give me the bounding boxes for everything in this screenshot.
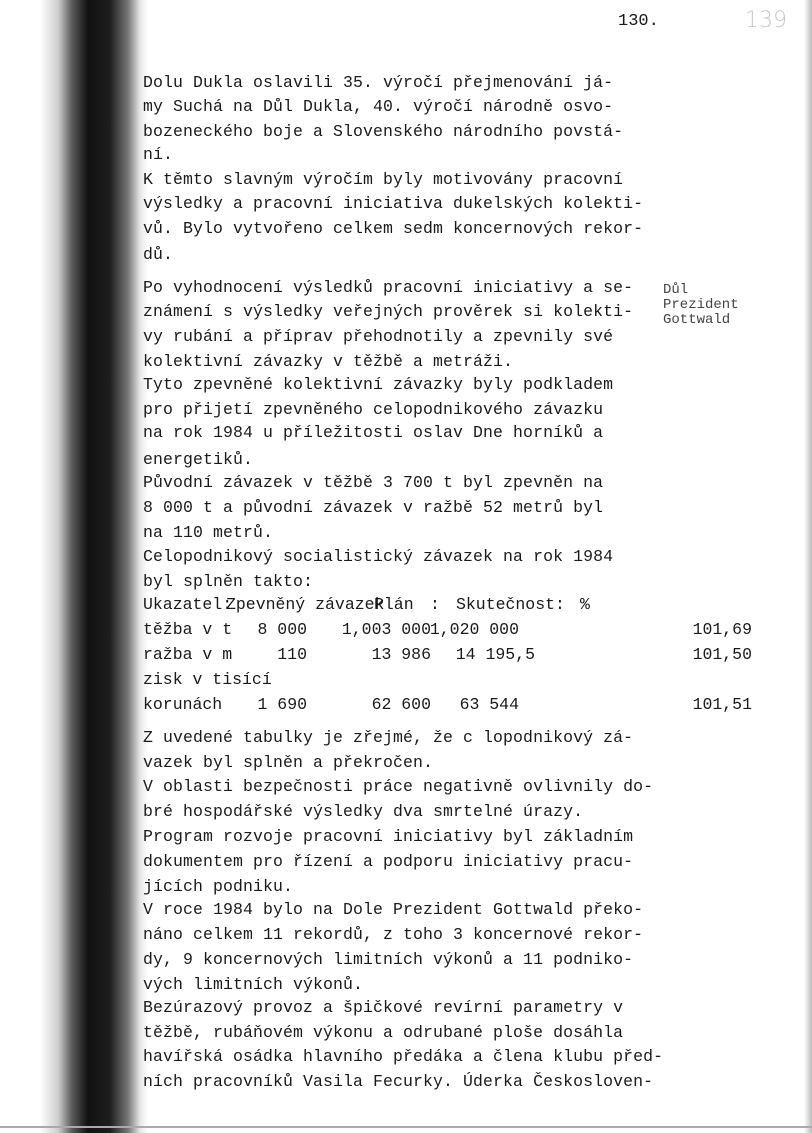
text-line: ní.: [143, 145, 174, 164]
row-percent: 101,50: [692, 645, 752, 664]
text-line: energetiků.: [143, 450, 254, 469]
scan-bottom-edge: [0, 1126, 812, 1128]
row-label: ražba v m: [143, 645, 233, 664]
scan-edge-shadow: [804, 0, 812, 1133]
text-line: vazek byl splněn a překročen.: [143, 753, 434, 772]
row-actual: 1,020 000: [429, 620, 519, 639]
row-commitment: 8 000: [257, 620, 307, 639]
text-line: Bezúrazový provoz a špičkové revírní parametry v: [143, 998, 624, 1017]
text-line: Po vyhodnocení výsledků pracovní iniciativy a se-: [143, 278, 634, 297]
text-line: bozeneckého boje a Slovenského národního povstá-: [143, 122, 624, 141]
header-plan: Plán: [374, 595, 414, 614]
row-plan: 1,003 000: [341, 620, 431, 639]
text-line: jících podniku.: [143, 877, 294, 896]
text-line: náno celkem 11 rekordů, z toho 3 koncernové rekor-: [143, 925, 644, 944]
header-separator: :: [430, 595, 440, 614]
text-line: na 110 metrů.: [143, 523, 274, 542]
text-line: bré hospodářské výsledky dva smrtelné úrazy.: [143, 802, 584, 821]
text-line: ních pracovníků Vasila Fecurky. Úderka Českosloven-: [143, 1072, 654, 1091]
text-line: pro přijetí zpevněného celopodnikového závazku: [143, 400, 604, 419]
row-percent: 101,69: [692, 620, 752, 639]
row-label: těžba v t: [143, 620, 233, 639]
text-line: byl splněn takto:: [143, 572, 314, 591]
margin-note-line: Prezident: [663, 297, 739, 313]
text-line: Dolu Dukla oslavili 35. výročí přejmenování já-: [143, 73, 614, 92]
text-line: na rok 1984 u příležitosti oslav Dne horníků a: [143, 423, 604, 442]
text-line: V roce 1984 bylo na Dole Prezident Gottwald překo-: [143, 900, 644, 919]
row-commitment: 110: [277, 645, 307, 664]
text-line: Původní závazek v těžbě 3 700 t byl zpevněn na: [143, 473, 604, 492]
text-line: Z uvedené tabulky je zřejmé, že c lopodnikový zá-: [143, 728, 634, 747]
margin-note-line: Důl: [663, 282, 689, 298]
margin-note: [663, 283, 739, 328]
page-number: 130.: [618, 12, 659, 31]
text-line: dů.: [143, 245, 174, 264]
text-line: K těmto slavným výročím byly motivovány pracovní: [143, 170, 624, 189]
row-percent: 101,51: [692, 695, 752, 714]
text-line: dy, 9 koncernových limitních výkonů a 11 podniko-: [143, 950, 634, 969]
row-label: zisk v tisící: [143, 670, 272, 689]
margin-note-line: Gottwald: [663, 312, 731, 328]
text-line: vy rubání a příprav přehodnotily a zpevnily své: [143, 327, 614, 346]
text-line: Celopodnikový socialistický závazek na rok 1984: [143, 547, 614, 566]
handwritten-page-number: 139: [745, 8, 787, 33]
text-line: těžbě, rubáňovém výkonu a odrubané ploše dosáhla: [143, 1023, 624, 1042]
text-line: 8 000 t a původní závazek v ražbě 52 metrů byl: [143, 498, 604, 517]
header-commitment: Zpevněný závazek: [226, 595, 385, 614]
row-actual: 14 195,5: [455, 645, 535, 664]
text-line: výsledky a pracovní iniciativa dukelských kolekti-: [143, 194, 644, 213]
scan-binding-shadow: [0, 0, 150, 1133]
row-plan: 13 986: [371, 645, 431, 664]
header-percent: %: [580, 595, 590, 614]
text-line: Tyto zpevněné kolektivní závazky byly podkladem: [143, 375, 614, 394]
row-plan: 62 600: [371, 695, 431, 714]
text-line: my Suchá na Důl Dukla, 40. výročí národně osvo-: [143, 97, 614, 116]
row-actual: 63 544: [459, 695, 519, 714]
header-actual: Skutečnost:: [456, 595, 565, 614]
text-line: V oblasti bezpečnosti práce negativně ovlivnily do-: [143, 777, 654, 796]
row-label: korunách: [143, 695, 223, 714]
text-line: Program rozvoje pracovní iniciativy byl základním: [143, 827, 634, 846]
header-indicator: Ukazatel:: [143, 595, 233, 614]
text-line: známení s výsledky veřejných prověrek si kolekti-: [143, 302, 634, 321]
text-line: havířská osádka hlavního předáka a člena klubu před-: [143, 1047, 664, 1066]
text-line: kolektivní závazky v těžbě a metráži.: [143, 352, 514, 371]
text-line: vů. Bylo vytvořeno celkem sedm koncernových rekor-: [143, 219, 644, 238]
text-line: dokumentem pro řízení a podporu iniciativy pracu-: [143, 852, 634, 871]
text-line: vých limitních výkonů.: [143, 975, 364, 994]
row-commitment: 1 690: [257, 695, 307, 714]
